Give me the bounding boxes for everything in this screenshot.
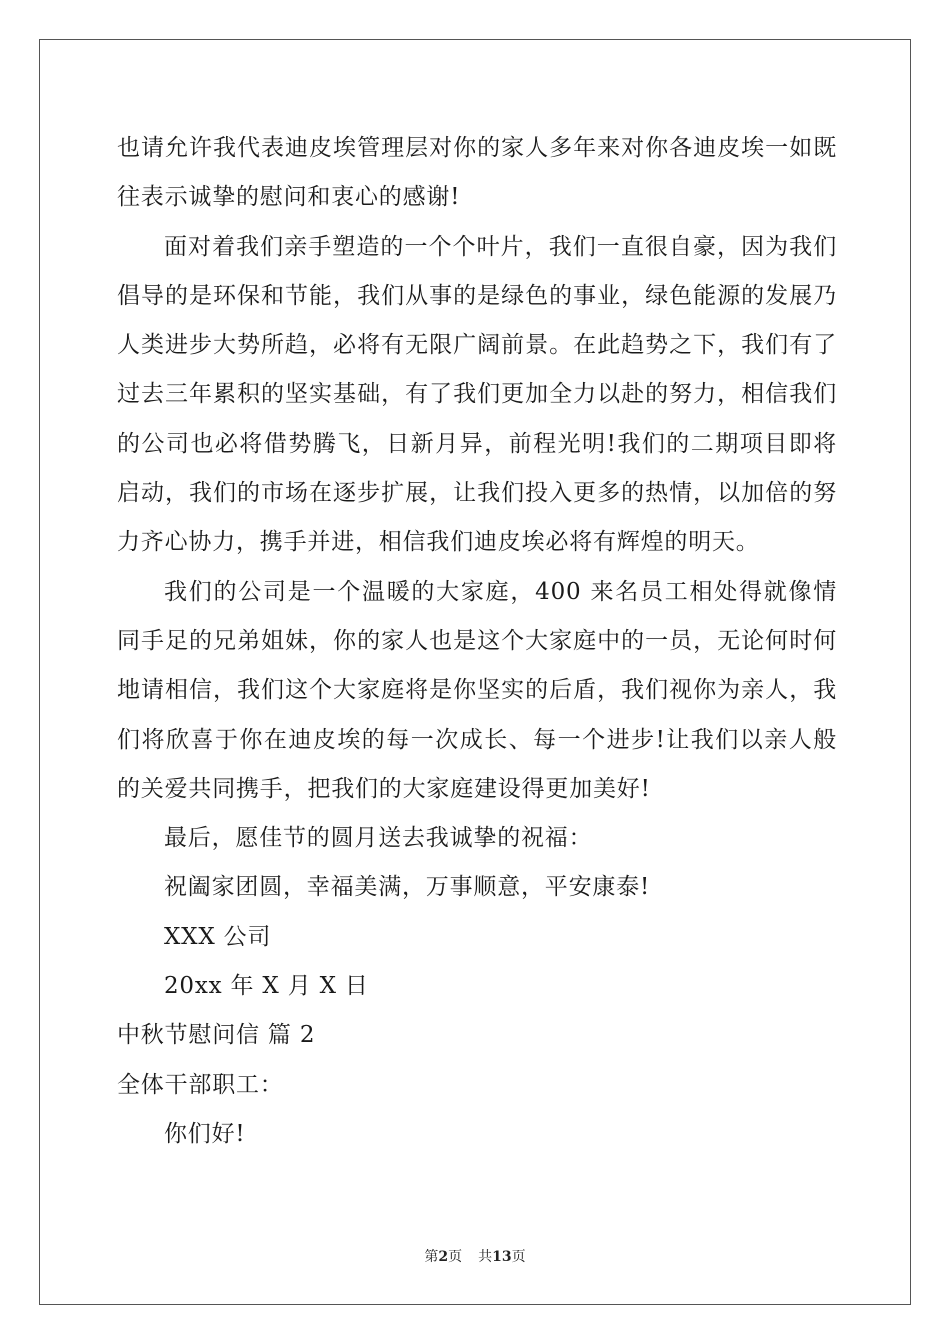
footer-total-suffix: 页 bbox=[511, 1249, 526, 1265]
paragraph-2: 面对着我们亲手塑造的一个个叶片，我们一直很自豪，因为我们倡导的是环保和节能，我们从事的是绿色的事业，绿色能源的发展乃人类进步大势所趋，必将有无限广阔前景。在此趋势之下，我们有了过去三年累积的坚实基础，有了我们更加全力以赴的努力，相信我们的公司也必将借势腾飞，日新月异，前程光明!我们的二期项目即将启动，我们的市场在逐步扩展，让我们投入更多的热情，以加倍的努力齐心协力，携手并进，相信我们迪皮埃必将有辉煌的明天。 bbox=[117, 233, 837, 556]
footer-page-suffix: 页 bbox=[448, 1249, 463, 1265]
paragraph-3: 我们的公司是一个温暖的大家庭，400 来名员工相处得就像情同手足的兄弟姐妹，你的家人也是这个大家庭中的一员，无论何时何地请相信，我们这个大家庭将是你坚实的后盾，我们视你为亲人，我们将欣喜于你在迪皮埃的每一次成长、每一个进步!让我们以亲人般的关爱共同携手，把我们的大家庭建设得更加美好! bbox=[117, 578, 837, 802]
footer-page-number: 2 bbox=[438, 1249, 449, 1265]
signature-date: 20xx 年 X 月 X 日 bbox=[164, 973, 369, 1000]
footer-page-prefix: 第 bbox=[424, 1249, 439, 1265]
document-body bbox=[117, 124, 837, 1159]
salutation: 全体干部职工： bbox=[117, 1071, 284, 1098]
paragraph-blessing: 祝阖家团圆，幸福美满，万事顺意，平安康泰! bbox=[164, 874, 651, 901]
signature-company: XXX 公司 bbox=[164, 923, 272, 950]
greeting: 你们好! bbox=[164, 1120, 246, 1147]
paragraph-closing: 最后，愿佳节的圆月送去我诚挚的祝福： bbox=[164, 825, 593, 852]
page-footer bbox=[0, 1246, 950, 1266]
section-title: 中秋节慰问信 篇 2 bbox=[117, 1022, 316, 1049]
footer-total-prefix: 共 bbox=[478, 1249, 493, 1265]
footer-total-pages: 13 bbox=[492, 1249, 512, 1265]
paragraph-1: 也请允许我代表迪皮埃管理层对你的家人多年来对你各迪皮埃一如既往表示诚挚的慰问和衷心的感谢! bbox=[117, 135, 837, 211]
